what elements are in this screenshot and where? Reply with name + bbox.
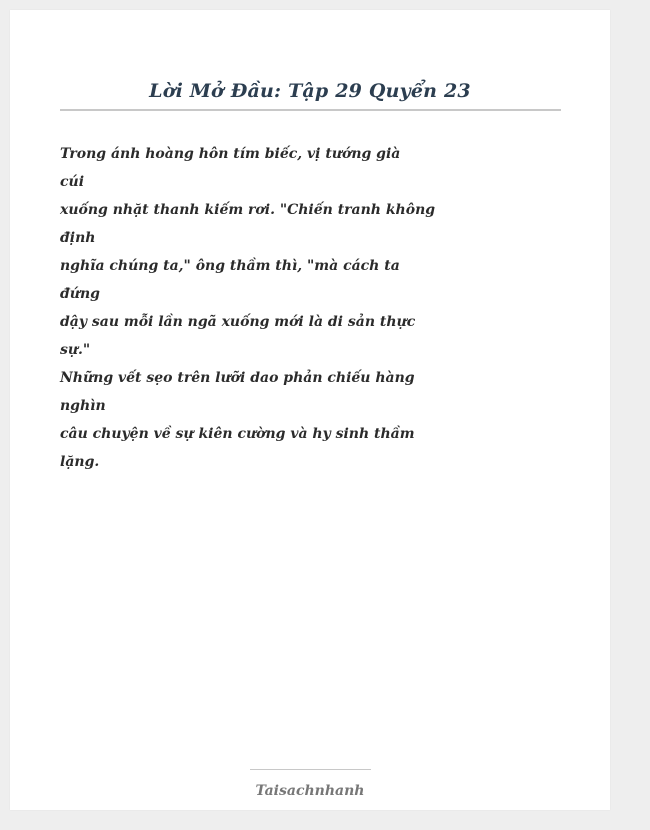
- body-line: Trong ánh hoàng hôn tím biếc, vị tướng già: [60, 146, 401, 162]
- body-line: dậy sau mỗi lần ngã xuống mới là di sản thực: [60, 314, 416, 330]
- document-page: [10, 10, 610, 810]
- body-line: lặng.: [60, 454, 100, 470]
- body-line: câu chuyện về sự kiên cường và hy sinh thầm: [60, 426, 415, 442]
- footer-divider: [250, 769, 371, 770]
- page-title: Lời Mở Đầu: Tập 29 Quyển 23: [149, 80, 471, 102]
- body-line: định: [60, 230, 96, 246]
- body-line: xuống nhặt thanh kiếm rơi. "Chiến tranh không: [60, 202, 436, 218]
- body-line: cúi: [60, 174, 85, 190]
- title-divider: [60, 109, 561, 111]
- body-line: Những vết sẹo trên lưỡi dao phản chiếu hàng: [60, 370, 415, 386]
- body-line: nghìn: [60, 398, 106, 414]
- footer-source: Taisachnhanh: [255, 783, 365, 799]
- body-line: đứng: [60, 286, 100, 302]
- body-text: [60, 140, 436, 476]
- body-line: nghĩa chúng ta," ông thầm thì, "mà cách ta: [60, 258, 400, 274]
- body-line: sự.": [60, 342, 91, 358]
